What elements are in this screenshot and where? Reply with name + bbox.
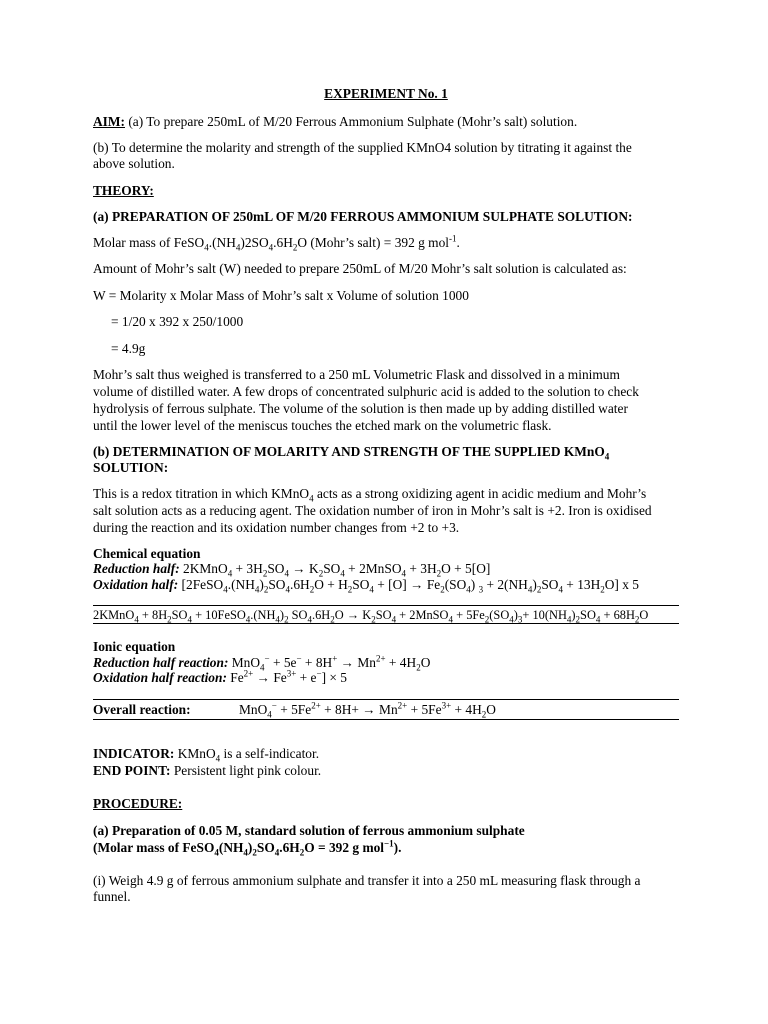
chemical-reduction-half: Reduction half: 2KMnO$_4$ + $3H_2SO_4 \to K_2SO_4$ + 2MnSO$_4$ + $3H_2O + 5[O]$ (93, 561, 491, 579)
chemical-equation-heading: Chemical equation (93, 546, 201, 561)
aim-a-text: (a) To prepare 250mL of M/20 Ferrous Ammonium Sulphate (Mohr’s salt) solution. (124, 114, 578, 129)
procedure-step-1-line-1: (i) Weigh 4.9 g of ferrous ammonium sulphate and transfer it into a 250 mL measuring flask through a (93, 873, 641, 888)
end-point-line (93, 763, 321, 779)
aim-label: AIM: (93, 114, 125, 129)
calc-line-1: = 1/20 x 392 x 250/1000 (111, 314, 244, 329)
w-formula-line: W = Molarity x Molar Mass of Mohr’s salt x Volume of solution 1000 (93, 288, 469, 303)
indicator-label: INDICATOR: (93, 746, 175, 761)
paragraph-2-line-1a: This is a redox titration in which KMnO (93, 486, 310, 501)
paragraph-2-line-1b: acts as a strong oxidizing agent in acidic medium and Mohr’s (313, 486, 647, 501)
calc-line-2: = 4.9g (111, 341, 146, 356)
ionic-equation-heading: Ionic equation (93, 639, 176, 654)
indicator-text: is a self-indicator. (220, 746, 320, 761)
procedure-sub-a-line-1: (a) Preparation of 0.05 M, standard solution of ferrous ammonium sulphate (93, 823, 525, 838)
end-point-text: Persistent light pink colour. (170, 763, 322, 778)
divider-rule (93, 719, 679, 720)
indicator-line: INDICATOR: KMnO$_4$ is a self-indicator. (93, 746, 320, 764)
theory-section-b-heading-line-2: SOLUTION: (93, 460, 169, 475)
chemical-reduction-label: Reduction half: (93, 561, 180, 576)
aim-b-line-2: above solution. (93, 156, 175, 171)
ionic-oxidation-half: Oxidation half reaction: $Fe^{2+} \to Fe^{3+} + e^-] \times 5$ (93, 668, 347, 685)
paragraph-1-line-4: until the lower level of the meniscus touches the etched mark on the volumetric flask. (93, 418, 552, 433)
section-b-heading-text: (b) DETERMINATION OF MOLARITY AND STRENGTH OF THE SUPPLIED KMnO (93, 444, 605, 459)
procedure-sub-a-line-2: (Molar mass of $FeSO_4(NH_4)_2SO_4.6H_2O = 392$ g mol$^{-1}$). (93, 838, 402, 858)
theory-section-a-heading: (a) PREPARATION OF 250mL OF M/20 FERROUS AMMONIUM SULPHATE SOLUTION: (93, 209, 633, 224)
procedure-heading: PROCEDURE: (93, 796, 183, 811)
end-point-label: END POINT: (93, 763, 171, 778)
overall-reaction-label: Overall reaction: (93, 702, 191, 717)
molar-mass-line: Molar mass of $FeSO_4.(NH_4)2SO_4.6H_2O$ (Mohr’s salt) = 392 g mol$^{-1}$. (93, 233, 460, 253)
ionic-reduction-half: Reduction half reaction: $MnO_4^- + 5e^- + 8H^+ \to Mn^{2+} + 4H_2O$ (93, 653, 431, 673)
ionic-reduction-label: Reduction half reaction: (93, 655, 229, 670)
paragraph-2-line-3: during the reaction and its oxidation number changes from +2 to +3. (93, 520, 460, 535)
ionic-oxidation-label: Oxidation half reaction: (93, 670, 227, 685)
chemical-oxidation-half: Oxidation half: $[2FeSO_4.(NH_4)_2SO_4.6H_2O + H_2SO_4 + [O] \to Fe_2(SO_4) _3 + 2(NH_4)_2SO_4 + 13H_2O]$ x 5 (93, 577, 639, 595)
paragraph-2-line-1: This is a redox titration in which KMnO$_4$ acts as a strong oxidizing agent in acidic medium and Mohr’s (93, 486, 647, 504)
chemical-oxidation-label: Oxidation half: (93, 577, 179, 592)
theory-section-b-heading-line-1: (b) DETERMINATION OF MOLARITY AND STRENGTH OF THE SUPPLIED KMnO$_4$ (93, 444, 610, 462)
paragraph-2-line-2: salt solution acts as a reducing agent. The oxidation number of iron in Mohr’s salt is +2. Iron is oxidised (93, 503, 652, 518)
divider-rule (93, 623, 679, 624)
chemical-overall-equation: 2KMnO$_4$ + $8H_2SO_4$ + $10FeSO_4.(NH_4)_2$ $SO_4.6H_2O \to K_2SO_4$ + 2MnSO$_4$ + $5Fe_2(SO_4)_3+ 10(NH_4)_2SO_4 + 68H_2O$ (93, 608, 649, 625)
aim-line-a (93, 114, 577, 130)
amount-line: Amount of Mohr’s salt (W) needed to prepare 250mL of M/20 Mohr’s salt solution is calculated as: (93, 261, 627, 276)
overall-reaction-line (93, 700, 496, 720)
divider-rule (93, 605, 679, 606)
paragraph-1-line-3: hydrolysis of ferrous sulphate. The volume of the solution is then made up by adding distilled water (93, 401, 628, 416)
paragraph-1-line-2: volume of distilled water. A few drops of concentrated sulphuric acid is added to the solution to check (93, 384, 639, 399)
experiment-title: EXPERIMENT No. 1 (324, 86, 448, 101)
procedure-sub-a-prefix: (Molar mass of FeSO (93, 840, 215, 855)
paragraph-1-line-1: Mohr’s salt thus weighed is transferred to a 250 mL Volumetric Flask and dissolved in a minimum (93, 367, 620, 382)
overall-reaction-equation: $MnO_4^- + 5Fe^{2+} + 8H+ \to Mn^{2+} + 5Fe^{3+} + 4H_2O$ (239, 700, 496, 720)
aim-b-line-1: (b) To determine the molarity and strength of the supplied KMnO4 solution by titrating it against the (93, 140, 632, 155)
molar-mass-text: (Mohr’s salt) = 392 g mol (310, 235, 450, 250)
procedure-step-1-line-2: funnel. (93, 889, 131, 904)
divider-rule (93, 699, 679, 700)
theory-heading: THEORY: (93, 183, 154, 198)
